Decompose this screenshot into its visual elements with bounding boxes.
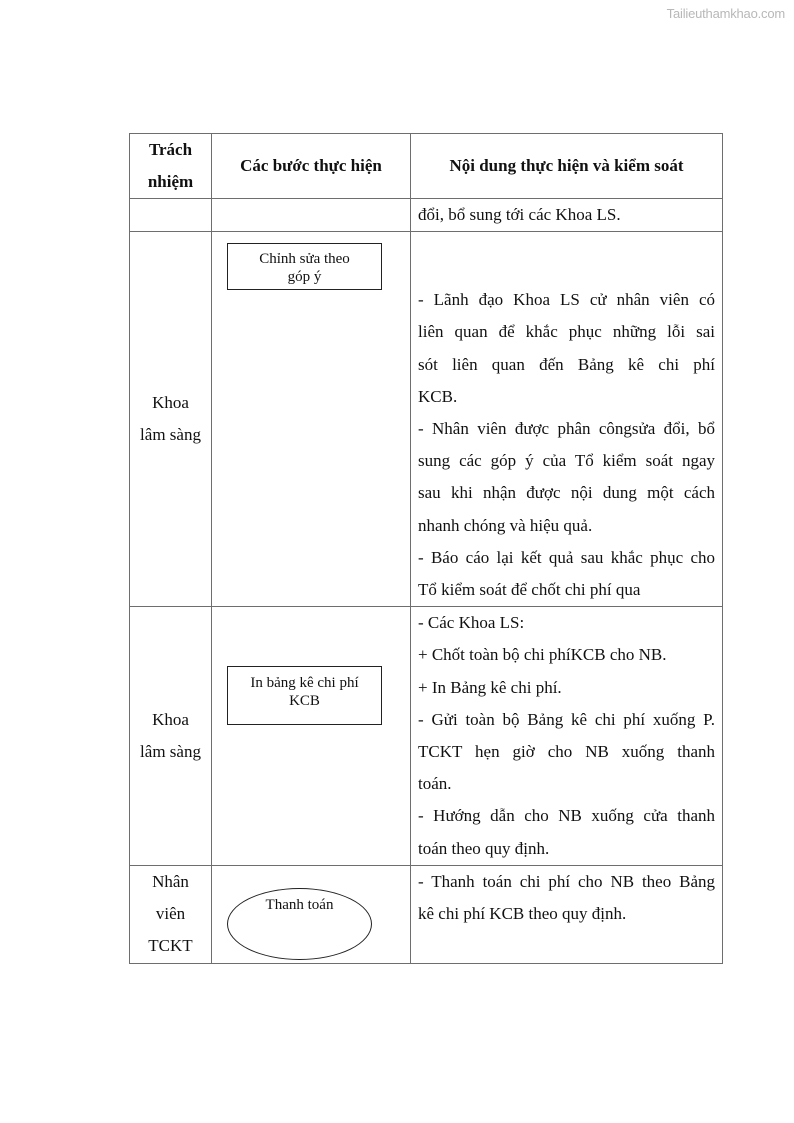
content-line: liên quan để khắc phục những lỗi sai bbox=[418, 322, 715, 342]
header-responsibility-line1: Trách bbox=[148, 140, 193, 159]
row2-step bbox=[212, 607, 411, 866]
row3-step bbox=[212, 865, 411, 963]
content-line: + In Bảng kê chi phí. bbox=[418, 677, 562, 697]
row0-responsibility bbox=[130, 199, 212, 232]
content-line: - Hướng dẫn cho NB xuống cửa thanh bbox=[418, 806, 715, 826]
content-line: Tổ kiểm soát để chốt chi phí qua bbox=[418, 580, 641, 600]
content-line: - Báo cáo lại kết quả sau khắc phục cho bbox=[418, 547, 715, 567]
content-line: sót liên quan đến Bảng kê chi phí bbox=[418, 354, 715, 374]
ellipse-text: Thanh toán bbox=[265, 896, 334, 913]
responsibility-line: lâm sàng bbox=[140, 742, 201, 762]
content-line: KCB. bbox=[418, 386, 458, 406]
responsibility-line: Khoa bbox=[152, 710, 189, 730]
row2-responsibility bbox=[130, 607, 212, 866]
row0-content bbox=[411, 199, 723, 232]
table-row bbox=[130, 865, 723, 963]
content-line: toán theo quy định. bbox=[418, 838, 550, 858]
content-line: - Lãnh đạo Khoa LS cử nhân viên có bbox=[418, 290, 715, 310]
table-row bbox=[130, 232, 723, 607]
content-line: - Gửi toàn bộ Bảng kê chi phí xuống P. bbox=[418, 709, 715, 729]
content-line: + Chốt toàn bộ chi phíKCB cho NB. bbox=[418, 645, 667, 665]
header-responsibility-line2: nhiệm bbox=[147, 172, 194, 191]
row1-step bbox=[212, 232, 411, 607]
row2-content bbox=[411, 607, 723, 866]
header-steps: Các bước thực hiện bbox=[212, 134, 411, 199]
content-line: - Nhân viên được phân côngsửa đổi, bổ bbox=[418, 419, 715, 439]
responsibility-line: Nhân bbox=[152, 872, 189, 892]
table-header-row bbox=[130, 134, 723, 199]
row3-responsibility bbox=[130, 865, 212, 963]
responsibility-line: TCKT bbox=[148, 936, 193, 956]
row3-content bbox=[411, 865, 723, 963]
responsibility-line: viên bbox=[155, 904, 186, 924]
content-line: sung các góp ý của Tổ kiểm soát ngay bbox=[418, 451, 715, 471]
content-line: sau khi nhận được nội dung một cách bbox=[418, 483, 715, 503]
row1-content bbox=[411, 232, 723, 607]
content-line: nhanh chóng và hiệu quả. bbox=[418, 515, 593, 535]
responsibility-line: Khoa bbox=[152, 393, 189, 413]
content-line: - Thanh toán chi phí cho NB theo Bảng bbox=[418, 871, 715, 891]
table-row bbox=[130, 607, 723, 866]
flowchart-box-print bbox=[227, 666, 382, 725]
responsibility-line: lâm sàng bbox=[140, 425, 201, 445]
flowchart-ellipse-payment bbox=[227, 888, 372, 960]
box-text-line: góp ý bbox=[287, 269, 322, 286]
header-content: Nội dung thực hiện và kiểm soát bbox=[411, 134, 723, 199]
box-text-line: KCB bbox=[289, 693, 320, 710]
row1-responsibility bbox=[130, 232, 212, 607]
content-line: đổi, bổ sung tới các Khoa LS. bbox=[418, 205, 621, 224]
header-responsibility bbox=[130, 134, 212, 199]
box-text-line: Chỉnh sửa theo bbox=[259, 251, 350, 268]
process-table bbox=[129, 133, 723, 964]
flowchart-box-edit bbox=[227, 243, 382, 290]
content-line: TCKT hẹn giờ cho NB xuống thanh bbox=[418, 742, 715, 762]
box-text-line: In bảng kê chi phí bbox=[250, 675, 359, 692]
content-line: - Các Khoa LS: bbox=[418, 613, 525, 633]
table-row bbox=[130, 199, 723, 232]
row0-step bbox=[212, 199, 411, 232]
content-line: toán. bbox=[418, 774, 452, 794]
watermark: Tailieuthamkhao.com bbox=[666, 6, 785, 21]
content-line: kê chi phí KCB theo quy định. bbox=[418, 904, 627, 924]
